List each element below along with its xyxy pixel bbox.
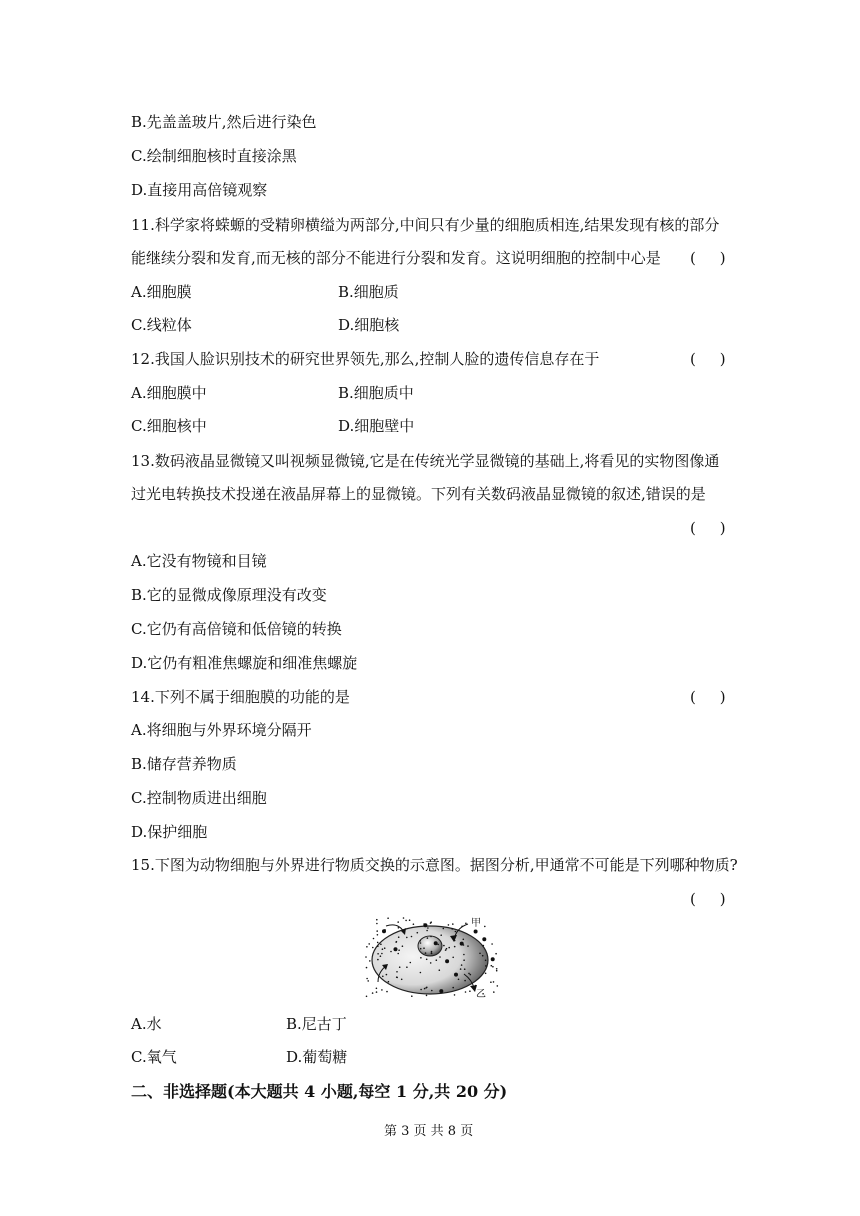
molecule-dot <box>470 974 472 976</box>
q14-option-c: C.控制物质进出细胞 <box>131 789 267 807</box>
molecule-dot <box>465 923 467 925</box>
molecule-dot <box>377 942 379 944</box>
molecule-dot <box>387 917 389 919</box>
molecule-dot <box>372 947 374 949</box>
molecule-dot <box>386 991 388 993</box>
molecule-dot <box>463 939 465 941</box>
molecule-dot <box>417 932 419 934</box>
label-jia: 甲 <box>471 918 481 929</box>
molecule-dot <box>420 972 422 974</box>
molecule-dot <box>443 945 445 947</box>
molecule-dot <box>384 929 386 931</box>
molecule-dot <box>454 994 456 996</box>
molecule-dot <box>380 955 382 957</box>
q13-option-d: D.它仍有粗准焦螺旋和细准焦螺旋 <box>131 654 358 672</box>
molecule-dot <box>398 936 400 938</box>
q11-option-d: D.细胞核 <box>338 316 400 334</box>
molecule-dot <box>460 968 462 970</box>
molecule-dot <box>399 966 401 968</box>
q13-stem-line1: 13.数码液晶显微镜又叫视频显微镜,它是在传统光学显微镜的基础上,将看见的实物图像通 <box>131 452 720 470</box>
q15-option-b: B.尼古丁 <box>286 1015 347 1033</box>
molecule-dot <box>403 917 405 919</box>
molecule-dot <box>402 945 404 947</box>
molecule-dot <box>420 948 422 950</box>
q15-answer-paren: ( ) <box>690 890 726 908</box>
molecule-dot <box>376 930 378 932</box>
molecule-dot <box>463 954 465 956</box>
molecule-dot <box>436 959 438 961</box>
molecule-dot <box>424 988 426 990</box>
animal-cell-exchange-figure <box>364 914 500 1000</box>
molecule-dot <box>426 995 428 997</box>
molecule-dot <box>460 942 464 946</box>
molecule-dot <box>483 945 485 947</box>
molecule-dot <box>461 964 463 966</box>
molecule-dot <box>395 941 397 943</box>
molecule-dot <box>411 936 413 938</box>
molecule-dot <box>491 943 493 945</box>
q13-option-b: B.它的显微成像原理没有改变 <box>131 586 327 604</box>
q14-option-a: A.将细胞与外界环境分隔开 <box>131 721 312 739</box>
molecule-dot <box>482 937 486 941</box>
q12-option-d: D.细胞壁中 <box>338 417 415 435</box>
molecule-dot <box>448 924 450 926</box>
cell-nucleus <box>418 936 442 956</box>
molecule-dot <box>463 959 465 961</box>
molecule-dot <box>485 965 487 967</box>
q13-option-c: C.它仍有高倍镜和低倍镜的转换 <box>131 620 342 638</box>
molecule-dot <box>445 959 449 963</box>
molecule-dot <box>396 971 398 973</box>
molecule-dot <box>452 987 454 989</box>
molecule-dot <box>426 959 428 961</box>
molecule-dot <box>479 953 481 955</box>
molecule-dot <box>465 991 467 993</box>
molecule-dot <box>492 966 494 968</box>
molecule-dot <box>427 927 429 929</box>
q10-option-b: B.先盖盖玻片,然后进行染色 <box>131 113 317 131</box>
molecule-dot <box>484 926 486 928</box>
molecule-dot <box>382 976 384 978</box>
molecule-dot <box>464 980 466 982</box>
molecule-dot <box>439 956 441 958</box>
q15-option-d: D.葡萄糖 <box>286 1048 348 1066</box>
molecule-dot <box>452 957 454 959</box>
molecule-dot <box>440 934 442 936</box>
q11-answer-paren: ( ) <box>690 249 726 267</box>
molecule-dot <box>377 945 379 947</box>
molecule-dot <box>406 966 408 968</box>
molecule-dot <box>377 959 379 961</box>
molecule-dot <box>381 989 383 991</box>
molecule-dot <box>448 947 450 949</box>
molecule-dot <box>430 962 432 964</box>
molecule-dot <box>409 919 411 921</box>
molecule-dot <box>365 956 367 958</box>
molecule-dot <box>401 979 403 981</box>
molecule-dot <box>469 990 471 992</box>
molecule-dot <box>434 941 438 945</box>
label-yi: 乙 <box>476 989 486 1000</box>
q11-option-c: C.线粒体 <box>131 316 192 334</box>
molecule-dot <box>425 952 427 954</box>
molecule-dot <box>380 944 382 946</box>
molecule-dot <box>420 989 422 991</box>
molecule-dot <box>431 953 433 955</box>
molecule-dot <box>420 942 422 944</box>
q13-answer-paren: ( ) <box>690 519 726 537</box>
molecule-dot <box>420 957 422 959</box>
molecule-dot <box>376 988 378 990</box>
molecule-dot <box>381 953 383 955</box>
molecule-dot <box>495 953 497 955</box>
molecule-dot <box>497 985 499 987</box>
molecule-dot <box>426 930 428 932</box>
q15-stem: 15.下图为动物细胞与外界进行物质交换的示意图。据图分析,甲通常不可能是下列哪种物质? <box>131 856 738 874</box>
molecule-dot <box>455 931 457 933</box>
molecule-dot <box>423 947 425 949</box>
q15-option-c: C.氧气 <box>131 1048 177 1066</box>
molecule-dot <box>376 919 378 921</box>
molecule-dot <box>397 953 399 955</box>
molecule-dot <box>413 923 415 925</box>
q14-answer-paren: ( ) <box>690 688 726 706</box>
molecule-dot <box>377 934 379 936</box>
molecule-dot <box>439 989 443 993</box>
molecule-dot <box>367 980 369 982</box>
molecule-dot <box>398 949 400 951</box>
molecule-dot <box>366 996 368 998</box>
molecule-dot <box>446 948 448 950</box>
molecule-dot <box>397 921 399 923</box>
q10-option-c: C.绘制细胞核时直接涂黑 <box>131 147 297 165</box>
molecule-dot <box>491 957 495 961</box>
molecule-dot <box>366 967 368 969</box>
molecule-dot <box>467 945 469 947</box>
molecule-dot <box>382 948 384 950</box>
molecule-dot <box>419 940 421 942</box>
q11-stem-line2: 能继续分裂和发育,而无核的部分不能进行分裂和发育。这说明细胞的控制中心是 <box>131 249 661 267</box>
q14-option-b: B.储存营养物质 <box>131 755 237 773</box>
molecule-dot <box>430 922 432 924</box>
q10-option-d: D.直接用高倍镜观察 <box>131 181 268 199</box>
molecule-dot <box>396 976 398 978</box>
q13-stem-line2: 过光电转换技术投递在液晶屏幕上的显微镜。下列有关数码液晶显微镜的叙述,错误的是 <box>131 485 706 503</box>
molecule-dot <box>458 979 460 981</box>
q11-option-a: A.细胞膜 <box>131 283 192 301</box>
q11-stem-line1: 11.科学家将蝾螈的受精卵横缢为两部分,中间只有少量的细胞质相连,结果发现有核的部分 <box>131 216 720 234</box>
molecule-dot <box>496 970 498 972</box>
molecule-dot <box>490 981 492 983</box>
molecule-dot <box>376 923 378 925</box>
section2-heading: 二、非选择题(本大题共 4 小题,每空 1 分,共 20 分) <box>131 1082 508 1101</box>
molecule-dot <box>452 923 454 925</box>
molecule-dot <box>405 920 407 922</box>
q12-option-a: A.细胞膜中 <box>131 384 207 402</box>
molecule-dot <box>454 946 456 948</box>
molecule-dot <box>366 946 368 948</box>
molecule-dot <box>464 968 466 970</box>
q12-option-c: C.细胞核中 <box>131 417 207 435</box>
molecule-dot <box>377 953 379 955</box>
molecule-dot <box>423 923 425 925</box>
q12-answer-paren: ( ) <box>690 350 726 368</box>
molecule-dot <box>390 951 392 953</box>
page-footer: 第 3 页 共 8 页 <box>384 1124 474 1139</box>
molecule-dot <box>372 992 374 994</box>
molecule-dot <box>369 960 371 962</box>
molecule-dot <box>373 938 375 940</box>
q15-option-a: A.水 <box>131 1015 162 1033</box>
molecule-dot <box>426 987 428 989</box>
molecule-dot <box>485 973 487 975</box>
q14-stem: 14.下列不属于细胞膜的功能的是 <box>131 688 350 706</box>
molecule-dot <box>406 937 408 939</box>
molecule-dot <box>430 936 432 938</box>
molecule-dot <box>445 949 447 951</box>
molecule-dot <box>443 928 445 930</box>
molecule-dot <box>437 944 439 946</box>
molecule-dot <box>468 973 470 975</box>
molecule-dot <box>431 990 433 992</box>
q11-option-b: B.细胞质 <box>338 283 399 301</box>
molecule-dot <box>491 965 493 967</box>
q12-stem: 12.我国人脸识别技术的研究世界领先,那么,控制人脸的遗传信息存在于 <box>131 350 600 368</box>
q12-option-b: B.细胞质中 <box>338 384 414 402</box>
molecule-dot <box>388 981 390 983</box>
molecule-dot <box>451 928 453 930</box>
molecule-dot <box>427 937 429 939</box>
molecule-dot <box>482 955 484 957</box>
molecule-dot <box>376 991 378 993</box>
molecule-dot <box>493 991 495 993</box>
molecule-dot <box>439 969 441 971</box>
molecule-dot <box>411 995 413 997</box>
molecule-dot <box>386 974 388 976</box>
molecule-dot <box>475 932 477 934</box>
molecule-dot <box>493 981 495 983</box>
molecule-dot <box>485 960 487 962</box>
molecule-dot <box>394 947 398 951</box>
molecule-dot <box>454 973 458 977</box>
molecule-dot <box>366 978 368 980</box>
molecule-dot <box>431 951 433 953</box>
q14-option-d: D.保护细胞 <box>131 823 208 841</box>
molecule-dot <box>368 943 370 945</box>
molecule-dot <box>410 962 412 964</box>
molecule-dot <box>384 947 386 949</box>
q13-option-a: A.它没有物镜和目镜 <box>131 552 267 570</box>
molecule-dot <box>496 968 498 970</box>
